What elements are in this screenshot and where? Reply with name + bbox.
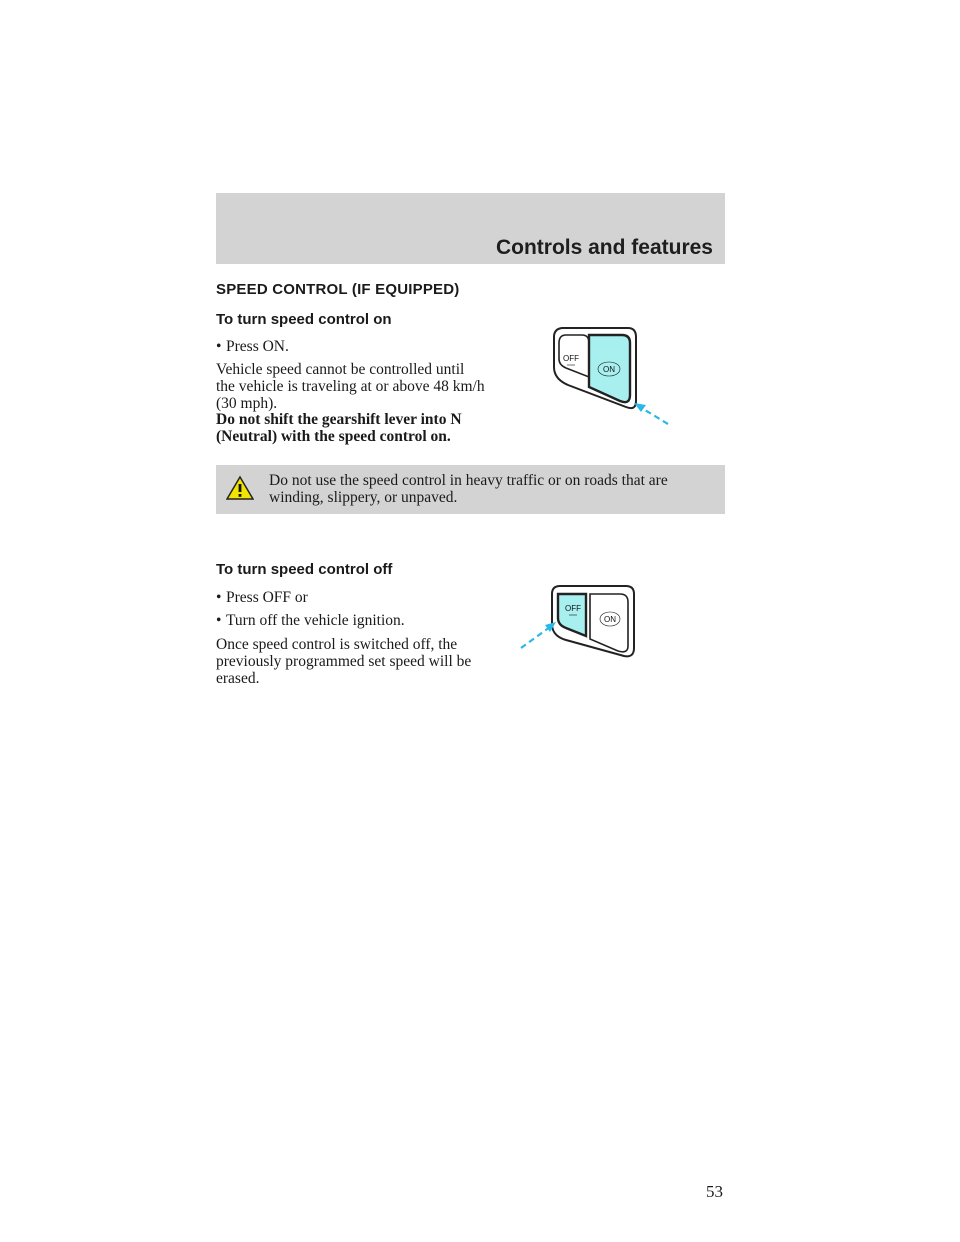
turn-on-bullet: • Press ON. <box>216 338 289 355</box>
off-illus-on-label: ON <box>604 615 616 624</box>
on-illus-on-label: ON <box>603 365 615 374</box>
warning-box <box>216 465 725 514</box>
turn-on-paragraph: Vehicle speed cannot be controlled until the vehicle is traveling at or above 48 km/h (30 mph). <box>216 361 485 412</box>
turn-off-bullet: • Press OFF or <box>216 589 308 606</box>
on-illus-off-label: OFF <box>563 354 579 363</box>
warning-triangle-icon <box>226 475 254 501</box>
off-illus-off-label: OFF <box>565 604 581 613</box>
page-number: 53 <box>706 1182 723 1201</box>
arrow-icon <box>634 403 646 412</box>
speed-control-off-illustration <box>518 584 643 659</box>
speed-control-on-illustration <box>548 325 673 430</box>
header-bar <box>216 193 725 264</box>
header-title: Controls and features <box>495 236 713 259</box>
section-title: SPEED CONTROL (IF EQUIPPED) <box>216 281 460 298</box>
turn-on-note: Do not shift the gearshift lever into N (Neutral) with the speed control on. <box>216 411 462 445</box>
turn-off-bullet: • Turn off the vehicle ignition. <box>216 612 405 629</box>
turn-off-heading: To turn speed control off <box>216 561 393 578</box>
turn-on-heading: To turn speed control on <box>216 311 392 328</box>
turn-off-paragraph: Once speed control is switched off, the previously programmed set speed will be erased. <box>216 636 472 687</box>
warning-text: Do not use the speed control in heavy traffic or on roads that are winding, slippery, or unpaved. <box>269 472 668 506</box>
